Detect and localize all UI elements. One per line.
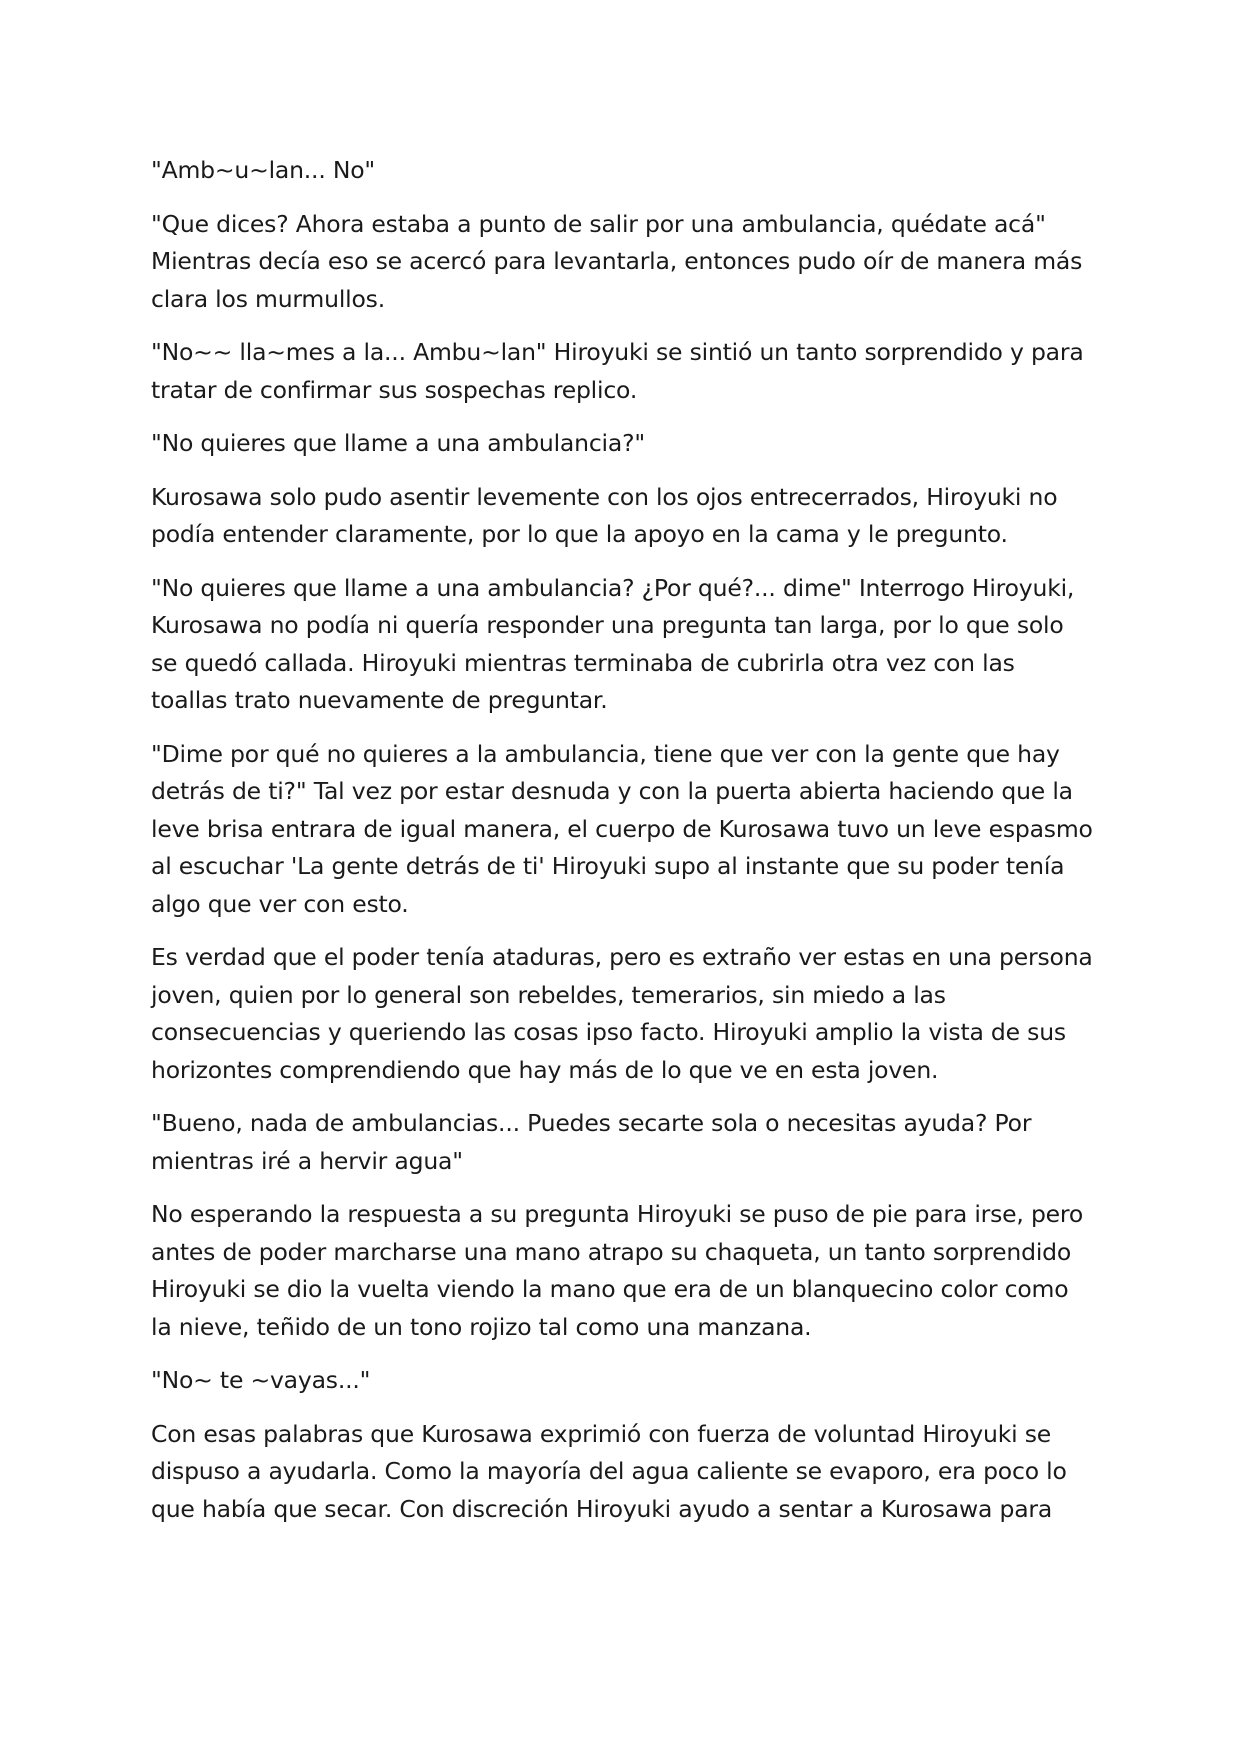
paragraph: "No quieres que llame a una ambulancia? ¿Por qué?... dime" Interrogo Hiroyuki, Kurosawa no podía ni quería responder una pregunta tan larga, por lo que solo se quedó callada. Hiroyuki mientras terminaba de cubrirla otra vez con las toallas trato nuevamente de preguntar. <box>151 573 1075 714</box>
paragraph: "Dime por qué no quieres a la ambulancia, tiene que ver con la gente que hay detrás de ti?" Tal vez por estar desnuda y con la puerta abierta haciendo que la leve brisa entrara de igual manera, el cuerpo de Kurosawa tuvo un leve espasmo al escuchar 'La gente detrás de ti' Hiroyuki supo al instante que su poder tenía algo que ver con esto. <box>151 739 1093 918</box>
paragraph: "No quieres que llame a una ambulancia?" <box>151 429 645 457</box>
paragraph: "Amb~u~lan... No" <box>151 156 376 184</box>
paragraph: No esperando la respuesta a su pregunta Hiroyuki se puso de pie para irse, pero antes de poder marcharse una mano atrapo su chaqueta, un tanto sorprendido Hiroyuki se dio la vuelta viendo la mano que era de un blanquecino color como la nieve, teñido de un tono rojizo tal como una manzana. <box>151 1200 1084 1341</box>
paragraph: Con esas palabras que Kurosawa exprimió con fuerza de voluntad Hiroyuki se dispuso a ayudarla. Como la mayoría del agua caliente se evaporo, era poco lo que había que secar. Con discreción Hiroyuki ayudo a sentar a Kurosawa para <box>151 1419 1067 1523</box>
paragraph: "No~ te ~vayas..." <box>151 1366 371 1394</box>
paragraph: "No~~ lla~mes a la... Ambu~lan" Hiroyuki se sintió un tanto sorprendido y para tratar de confirmar sus sospechas replico. <box>151 338 1084 404</box>
document-body <box>151 152 1101 1544</box>
paragraph: Kurosawa solo pudo asentir levemente con los ojos entrecerrados, Hiroyuki no podía entender claramente, por lo que la apoyo en la cama y le pregunto. <box>151 482 1058 548</box>
paragraph: "Que dices? Ahora estaba a punto de salir por una ambulancia, quédate acá" Mientras decía eso se acercó para levantarla, entonces pudo oír de manera más clara los murmullos. <box>151 209 1083 313</box>
paragraph: Es verdad que el poder tenía ataduras, pero es extraño ver estas en una persona joven, quien por lo general son rebeldes, temerarios, sin miedo a las consecuencias y queriendo las cosas ipso facto. Hiroyuki amplio la vista de sus horizontes comprendiendo que hay más de lo que ve en esta joven. <box>151 943 1093 1084</box>
paragraph: "Bueno, nada de ambulancias... Puedes secarte sola o necesitas ayuda? Por mientras iré a hervir agua" <box>151 1109 1032 1175</box>
